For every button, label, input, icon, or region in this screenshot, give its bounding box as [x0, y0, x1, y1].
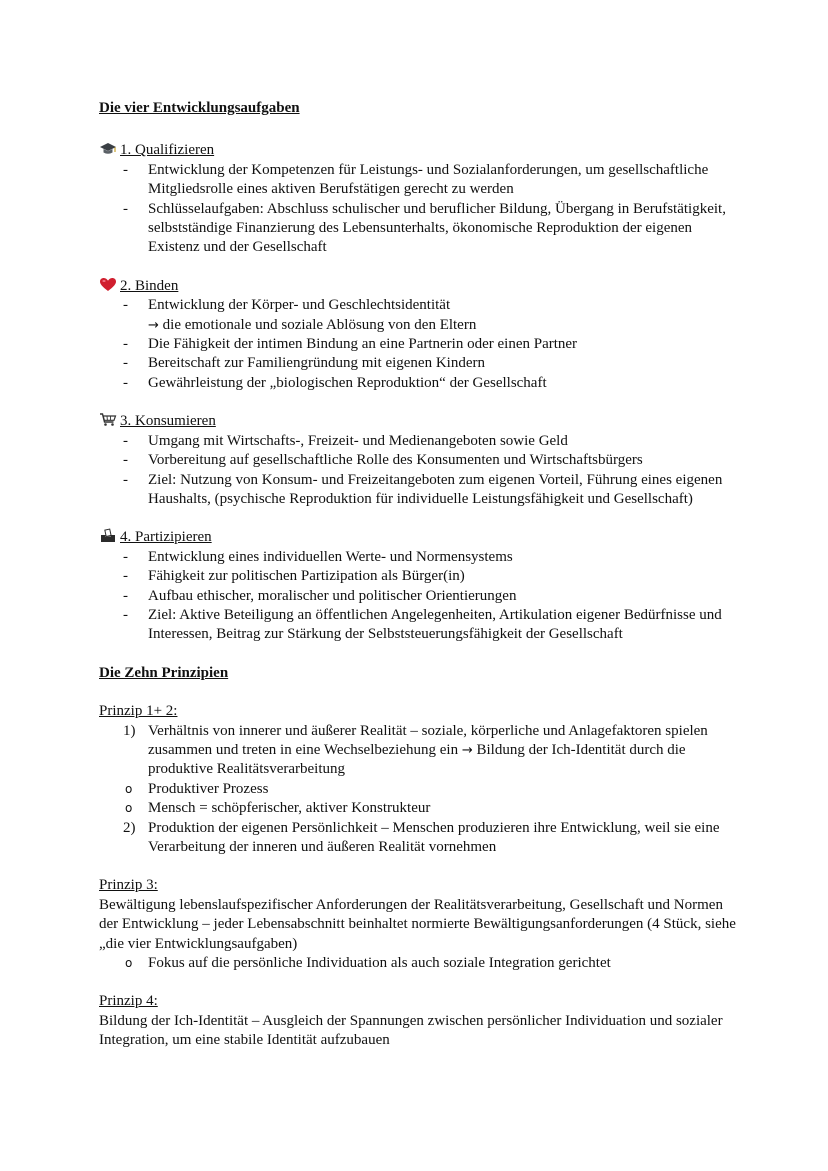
arrow-right-icon: → [461, 742, 473, 758]
list-subline: → die emotionale und soziale Ablösung von den Eltern [148, 316, 477, 333]
list-item: - Schlüsselaufgaben: Abschluss schulischer und beruflicher Bildung, Übergang in Berufstätigkeit, selbstständige Finanzierung des Lebensunterhalts, ökonomische Reproduktion der eigenen Existenz und der Gesellschaft [99, 200, 739, 258]
list-item: 1) Verhältnis von innerer und äußerer Realität – soziale, körperliche und Anlagefaktoren spielen zusammen und treten in eine Wechselbeziehung ein → Bildung der Ich-Identität durch die produktive Realitätsverarbeitung [123, 722, 708, 778]
list-item: o Produktiver Prozess [125, 780, 269, 797]
heart-icon [99, 277, 117, 292]
list-item: - Ziel: Nutzung von Konsum- und Freizeitangeboten zum eigenen Vorteil, Führung eines eigenen Haushalts, (psychische Reproduktion für individuelle Leistungsfähigkeit und Gesellschaft) [99, 471, 739, 510]
prinzip-4-heading: Prinzip 4: [99, 993, 158, 1010]
list-item: - Gewährleistung der „biologischen Reproduktion“ der Gesellschaft [99, 374, 739, 393]
section-title-prinzipien: Die Zehn Prinzipien [99, 664, 229, 681]
prinzip-4-text: Bildung der Ich-Identität – Ausgleich der Spannungen zwischen persönlicher Individuation und sozialer Integration, um eine stabile Identität aufzubauen [99, 1012, 723, 1049]
list-item: - Umgang mit Wirtschafts-, Freizeit- und Medienangeboten sowie Geld [99, 432, 739, 451]
section-heading-binden: 2. Binden [99, 277, 739, 296]
section-list-konsumieren [99, 432, 739, 510]
document-content [99, 99, 739, 1051]
list-item: o Mensch = schöpferischer, aktiver Konstrukteur [125, 800, 431, 817]
list-item: - Fähigkeit zur politischen Partizipation als Bürger(in) [99, 567, 739, 586]
prinzip-3-text: Bewältigung lebenslaufspezifischer Anforderungen der Realitätsverarbeitung, Gesellschaft und Normen der Entwicklung – jeder Lebensabschnitt beinhaltet normierte Bewältigungsanforderungen (4 Stück, siehe „die vier Entwicklungsaufgaben) [99, 896, 736, 952]
list-item: o Fokus auf die persönliche Individuation als auch soziale Integration gerichtet [125, 955, 611, 972]
shopping-cart-icon [99, 412, 117, 427]
list-item: - Entwicklung der Körper- und Geschlechtsidentität → die emotionale und soziale Ablösung von den Eltern [99, 296, 739, 335]
list-item: - Die Fähigkeit der intimen Bindung an eine Partnerin oder einen Partner [99, 335, 739, 354]
list-item: - Ziel: Aktive Beteiligung an öffentlichen Angelegenheiten, Artikulation eigener Bedürfnisse und Interessen, Beitrag zur Stärkung der Selbststeuerungsfähigkeit der Gesellschaft [99, 606, 739, 645]
section-heading-partizipieren: 4. Partizipieren [99, 528, 739, 547]
section-heading-konsumieren: 3. Konsumieren [99, 412, 739, 431]
list-item: - Entwicklung eines individuellen Werte- und Normensystems [99, 548, 739, 567]
list-item: - Aufbau ethischer, moralischer und politischer Orientierungen [99, 587, 739, 606]
ballot-box-icon [99, 528, 117, 543]
arrow-right-icon: → [148, 317, 159, 333]
section-list-partizipieren [99, 548, 739, 645]
list-item: - Bereitschaft zur Familiengründung mit eigenen Kindern [99, 354, 739, 373]
page-title: Die vier Entwicklungsaufgaben [99, 100, 300, 116]
list-item: 2) Produktion der eigenen Persönlichkeit – Menschen produzieren ihre Entwicklung, weil sie eine Verarbeitung der inneren und äußeren Realität vornehmen [123, 819, 720, 855]
list-item: - Entwicklung der Kompetenzen für Leistungs- und Sozialanforderungen, um gesellschaftliche Mitgliedsrolle eines aktiven Berufstätigen gerecht zu werden [99, 161, 739, 200]
section-list-qualifizieren [99, 161, 739, 258]
prinzip-3-heading: Prinzip 3: [99, 877, 158, 894]
prinzip-1-2-list [99, 722, 739, 858]
section-list-binden [99, 296, 739, 393]
section-heading-qualifizieren: 1. Qualifizieren [99, 141, 739, 160]
prinzip-3-list [99, 954, 739, 973]
graduation-cap-icon [99, 141, 117, 156]
list-item: - Vorbereitung auf gesellschaftliche Rolle des Konsumenten und Wirtschaftsbürgers [99, 451, 739, 470]
prinzip-1-2-heading: Prinzip 1+ 2: [99, 703, 178, 720]
